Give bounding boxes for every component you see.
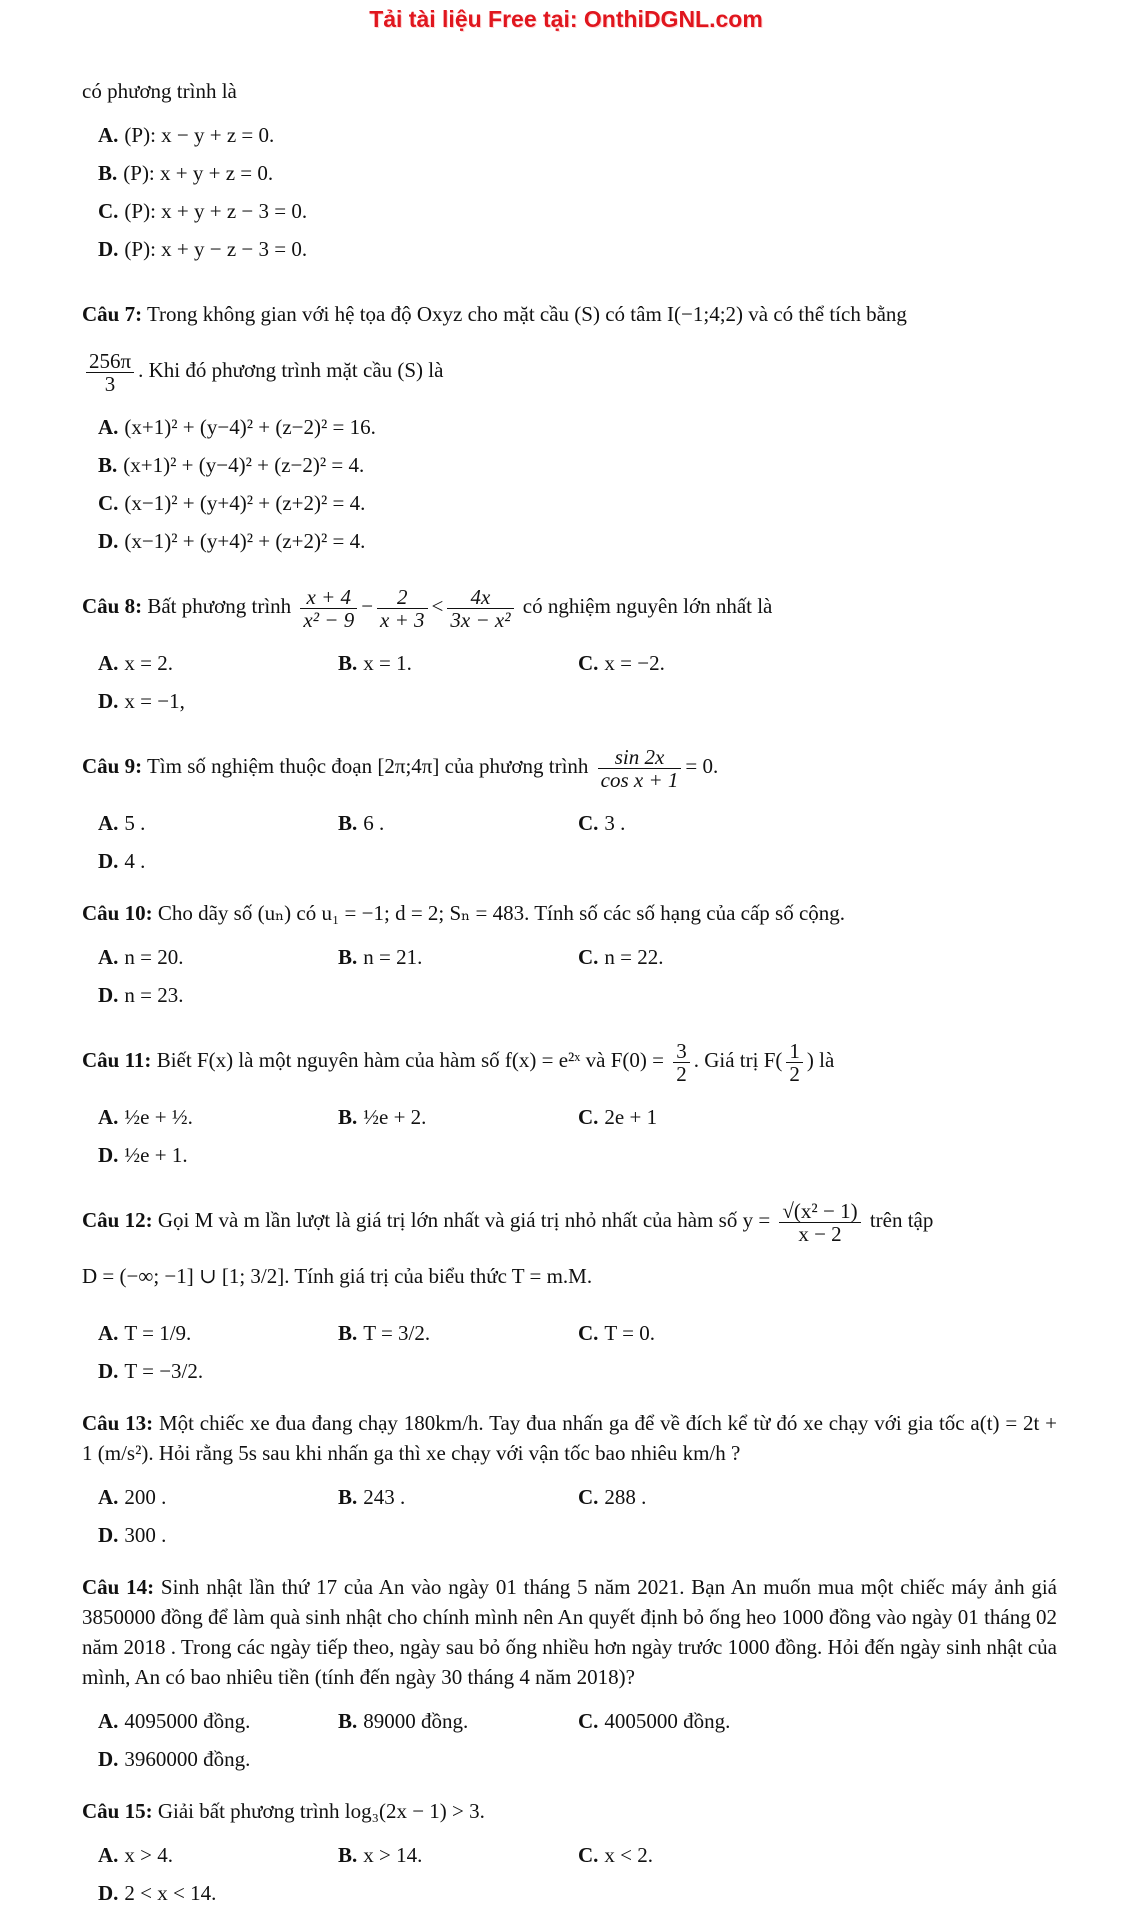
answer-option-label: C. [578,1321,599,1345]
answer-option-label: D. [98,983,119,1007]
answer-option [338,942,578,972]
answer-option-text: T = −3/2. [124,1359,204,1383]
answer-option-label: C. [98,199,119,223]
question-text: Trong không gian với hệ tọa độ Oxyz cho mặt cầu (S) có tâm I(−1;4;2) và có thể tích bằng [146,302,907,326]
answer-option-label: A. [98,123,119,147]
answer-option-text: T = 3/2. [363,1321,431,1345]
answer-option-label: D. [98,689,119,713]
q14-options [98,1706,1057,1782]
question-label: Câu 8: [82,594,143,618]
question-label: Câu 11: [82,1048,152,1072]
answer-option-label: B. [338,1843,358,1867]
answer-option [98,196,578,226]
answer-option [98,980,338,1010]
frac-num: 256π [86,350,134,373]
answer-option-text: T = 1/9. [124,1321,192,1345]
answer-option-text: x = −2. [604,651,665,675]
answer-option-label: C. [578,651,599,675]
frac-den: cos x + 1 [600,767,679,792]
frac-den: 2 [789,1061,800,1086]
answer-option-label: C. [578,1105,599,1129]
answer-option-label: D. [98,529,119,553]
answer-option-label: D. [98,1359,119,1383]
fraction [86,350,134,395]
question-text: Sinh nhật lần thứ 17 của An vào ngày 01 tháng 5 năm 2021. Bạn An muốn mua một chiếc máy ảnh giá 3850000 đồng để làm quà sinh nhật cho chính mình nên An quyết định bỏ ống heo 1000 đồng vào ngày 01 tháng 02 năm 2018 . Trong các ngày tiếp theo, ngày sau bỏ ống nhiều hơn ngày trước 1000 đồng. Hỏi đến ngày sinh nhật của mình, An có bao nhiêu tiền (tính đến ngày 30 tháng 4 năm 2018)? [82,1575,1058,1689]
question-7 [82,286,1057,398]
answer-option-text: 300 . [124,1523,167,1547]
question-text: Giải bất phương trình log₃(2x − 1) > 3. [157,1799,485,1823]
answer-option [98,1140,338,1170]
q12-options [98,1318,1057,1394]
answer-option-label: D. [98,237,119,261]
answer-option-label: B. [338,1321,358,1345]
answer-option-label: A. [98,1485,119,1509]
answer-option [98,1840,338,1870]
answer-option [338,808,578,838]
answer-option [98,1356,338,1386]
fraction [598,746,682,791]
fraction [786,1040,803,1085]
question-label: Câu 10: [82,901,153,925]
answer-option [98,686,338,716]
answer-option [98,412,578,442]
question-label: Câu 13: [82,1411,154,1435]
answer-option-label: A. [98,1105,119,1129]
question-label: Câu 15: [82,1799,153,1823]
q13-options [98,1482,1057,1558]
answer-option-text: ½e + 2. [363,1105,427,1129]
answer-option-label: A. [98,651,119,675]
answer-option [98,526,578,556]
fraction [779,1200,860,1245]
answer-option-text: n = 23. [124,983,184,1007]
answer-option-text: (x+1)² + (y−4)² + (z−2)² = 16. [124,415,376,439]
answer-option-text: 3 . [604,811,626,835]
question-text: Gọi M và m lần lượt là giá trị lớn nhất và giá trị nhỏ nhất của hàm số y = [157,1208,771,1232]
answer-option [578,808,818,838]
answer-option [98,1102,338,1132]
answer-option-label: A. [98,945,119,969]
question-text: Tìm số nghiệm thuộc đoạn [2π;4π] của phương trình [146,754,589,778]
answer-option-label: D. [98,1747,119,1771]
answer-option [98,942,338,972]
answer-option [578,1482,818,1512]
answer-option-text: n = 20. [124,945,184,969]
answer-option-text: 200 . [124,1485,167,1509]
answer-option-text: 288 . [604,1485,647,1509]
answer-option [338,648,578,678]
answer-option-text: x > 4. [124,1843,174,1867]
frac-num: 2 [377,586,428,609]
answer-option-text: 6 . [363,811,385,835]
header-banner[interactable]: Tải tài liệu Free tại: OnthiDGNL.com [369,6,763,32]
answer-option-label: A. [98,415,119,439]
answer-option-label: A. [98,1321,119,1345]
answer-option-text: 3960000 đồng. [124,1747,251,1771]
answer-option [338,1102,578,1132]
question-13 [82,1408,1057,1468]
answer-option-label: D. [98,1523,119,1547]
answer-option-text: (x−1)² + (y+4)² + (z+2)² = 4. [124,491,366,515]
answer-option-text: 5 . [124,811,146,835]
answer-option [98,158,578,188]
answer-option [98,808,338,838]
answer-option-label: C. [578,811,599,835]
minus-sign: − [361,594,374,618]
frac-den: x + 3 [380,607,425,632]
answer-option-label: D. [98,1143,119,1167]
question-text: Bất phương trình [147,594,292,618]
question-text: D = (−∞; −1] ∪ [1; 3/2]. Tính giá trị của biểu thức T = m.M. [82,1264,593,1288]
answer-option-text: n = 22. [604,945,664,969]
question-11 [82,1032,1057,1088]
question-label: Câu 14: [82,1575,155,1599]
q6-options [98,120,1057,272]
fraction [377,586,428,631]
answer-option-label: B. [338,811,358,835]
answer-option [338,1318,578,1348]
document-page [82,76,1057,1930]
answer-option [98,450,578,480]
question-text: có nghiệm nguyên lớn nhất là [522,594,773,618]
answer-option [98,234,578,264]
answer-option-label: B. [98,161,118,185]
q9-options [98,808,1057,884]
answer-option [338,1482,578,1512]
answer-option-text: 243 . [363,1485,406,1509]
answer-option-text: x = −1, [124,689,185,713]
q11-options [98,1102,1057,1178]
answer-option [578,1318,818,1348]
fraction [673,1040,690,1085]
intro-text: có phương trình là [82,79,237,103]
answer-option-text: T = 0. [604,1321,655,1345]
answer-option-label: D. [98,849,119,873]
q7-options [98,412,1057,564]
question-label: Câu 12: [82,1208,153,1232]
q10-options [98,942,1057,1018]
answer-option [98,846,338,876]
question-text: Biết F(x) là một nguyên hàm của hàm số f(x) = e²ˣ và F(0) = [156,1048,664,1072]
answer-option-label: A. [98,1843,119,1867]
answer-option-text: x = 1. [363,651,412,675]
fraction [300,586,357,631]
frac-num: 1 [786,1040,803,1063]
answer-option-label: B. [98,453,118,477]
frac-den: 3 [104,371,116,396]
answer-option-label: A. [98,1709,119,1733]
answer-option-text: 2e + 1 [604,1105,658,1129]
answer-option [578,648,818,678]
question-10 [82,898,1057,928]
answer-option-text: (x−1)² + (y+4)² + (z+2)² = 4. [124,529,366,553]
answer-option [578,942,818,972]
answer-option [98,648,338,678]
answer-option-label: A. [98,811,119,835]
question-text: trên tập [869,1208,934,1232]
question-9 [82,738,1057,794]
answer-option [98,1878,338,1908]
answer-option-text: (P): x + y + z = 0. [123,161,274,185]
answer-option-label: B. [338,651,358,675]
answer-option [578,1840,818,1870]
answer-option-label: B. [338,1709,358,1733]
answer-option-text: x = 2. [124,651,174,675]
answer-option-label: B. [338,945,358,969]
frac-num: sin 2x [598,746,682,769]
answer-option [98,120,578,150]
answer-option-text: (P): x + y − z − 3 = 0. [124,237,308,261]
answer-option-text: (P): x + y + z − 3 = 0. [124,199,308,223]
answer-option [98,1482,338,1512]
answer-option [98,1744,338,1774]
question-15 [82,1796,1057,1826]
question-14 [82,1572,1057,1692]
question-label: Câu 7: [82,302,143,326]
answer-option-text: 4095000 đồng. [124,1709,251,1733]
frac-den: 2 [676,1061,687,1086]
q8-options [98,648,1057,724]
answer-option-text: 4005000 đồng. [604,1709,731,1733]
answer-option-label: C. [98,491,119,515]
answer-option [98,488,578,518]
question-text: = 0. [685,754,719,778]
answer-option [98,1706,338,1736]
question-text: Cho dãy số (uₙ) có u₁ = −1; d = 2; Sₙ = 483. Tính số các số hạng của cấp số cộng. [157,901,846,925]
answer-option-text: 2 < x < 14. [124,1881,217,1905]
frac-num: √(x² − 1) [779,1200,860,1223]
question-8 [82,578,1057,634]
answer-option [98,1318,338,1348]
frac-den: 3x − x² [450,607,511,632]
answer-option-text: (P): x − y + z = 0. [124,123,275,147]
frac-den: x² − 9 [303,607,355,632]
question-text: ) là [806,1048,835,1072]
question-12 [82,1192,1057,1304]
answer-option [338,1706,578,1736]
question-text: . Khi đó phương trình mặt cầu (S) là [138,358,444,382]
answer-option-text: n = 21. [363,945,423,969]
q15-options [98,1840,1057,1916]
answer-option-label: C. [578,1709,599,1733]
answer-option [578,1706,818,1736]
answer-option-label: B. [338,1105,358,1129]
answer-option-label: D. [98,1881,119,1905]
fraction [447,586,513,631]
answer-option-label: B. [338,1485,358,1509]
question-text: Một chiếc xe đua đang chạy 180km/h. Tay đua nhấn ga để về đích kể từ đó xe chạy với gia tốc a(t) = 2t + 1 (m/s²). Hỏi rằng 5s sau khi nhấn ga thì xe chạy với vận tốc bao nhiêu km/h ? [82,1411,1057,1465]
answer-option-text: 89000 đồng. [363,1709,469,1733]
answer-option [338,1840,578,1870]
answer-option [98,1520,338,1550]
frac-num: 3 [673,1040,690,1063]
answer-option-label: C. [578,1843,599,1867]
answer-option [578,1102,818,1132]
answer-option-text: ½e + 1. [124,1143,188,1167]
frac-num: 4x [447,586,513,609]
answer-option-label: C. [578,945,599,969]
less-than-sign: < [431,594,444,618]
frac-num: x + 4 [300,586,357,609]
answer-option-text: (x+1)² + (y−4)² + (z−2)² = 4. [123,453,365,477]
question-label: Câu 9: [82,754,143,778]
answer-option-text: x > 14. [363,1843,423,1867]
frac-den: x − 2 [798,1221,842,1246]
answer-option-label: C. [578,1485,599,1509]
answer-option-text: ½e + ½. [124,1105,193,1129]
answer-option-text: 4 . [124,849,146,873]
answer-option-text: x < 2. [604,1843,654,1867]
question-text: . Giá trị F( [693,1048,783,1072]
